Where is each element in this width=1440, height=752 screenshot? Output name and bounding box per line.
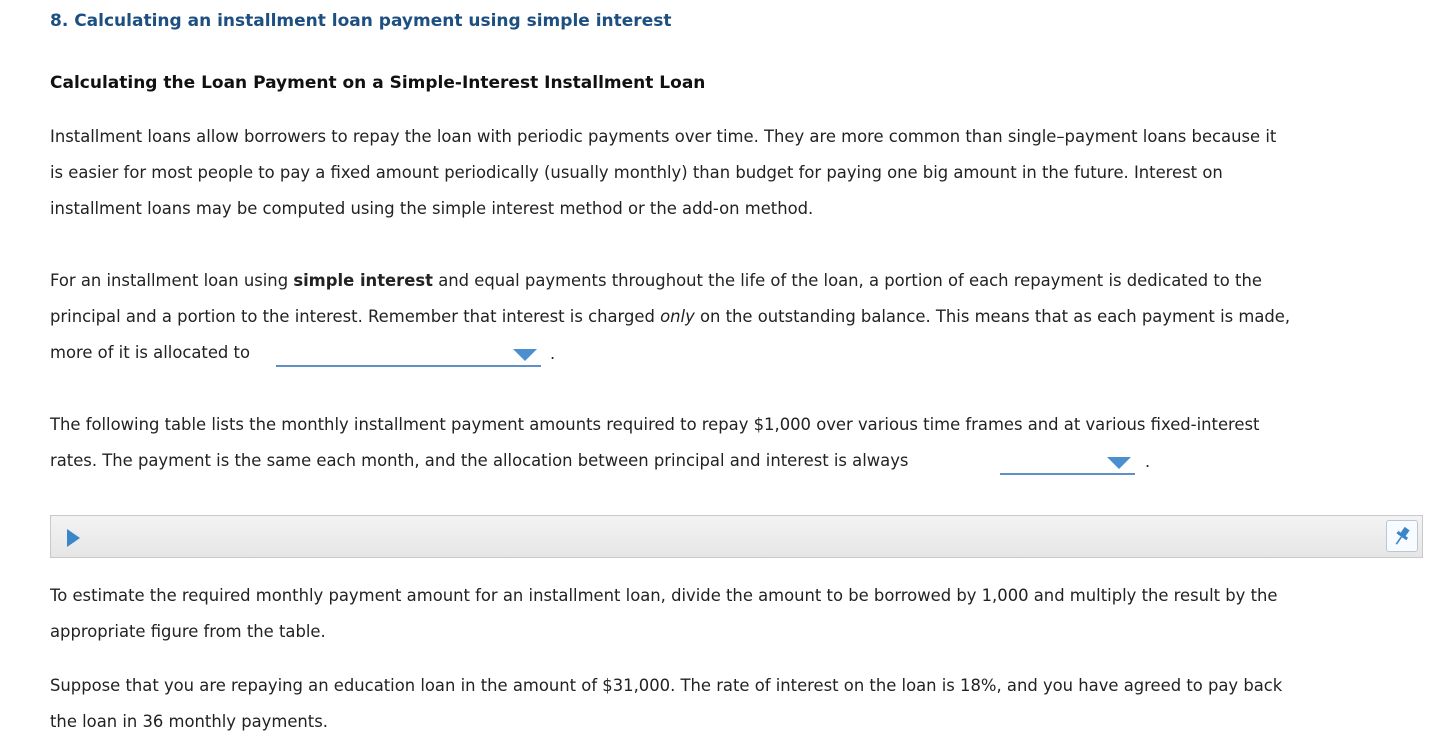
paragraph-2-line-1	[50, 263, 1262, 299]
paragraph-2-line-2	[50, 299, 1290, 335]
pin-button[interactable]	[1386, 520, 1418, 552]
paragraph-2-text: and equal payments throughout the life of the loan, a portion of each repayment is dedicated to the	[432, 271, 1262, 290]
chevron-down-icon	[513, 349, 537, 361]
chevron-down-icon	[1107, 457, 1131, 469]
paragraph-2-text: principal and a portion to the interest. Remember that interest is charged	[50, 307, 661, 326]
paragraph-5-line-1: Suppose that you are repaying an education loan in the amount of $31,000. The rate of interest on the loan is 18%, and you have agreed to pay back	[50, 676, 1283, 695]
paragraph-4-line-1: To estimate the required monthly payment amount for an installment loan, divide the amount to be borrowed by 1,000 and multiply the result by the	[50, 586, 1278, 605]
only-italic-term: only	[660, 307, 695, 326]
pushpin-icon	[1387, 521, 1417, 551]
table-panel	[50, 515, 1423, 558]
allocation-change-dropdown[interactable]	[1000, 451, 1135, 475]
paragraph-2-line-3: more of it is allocated to	[50, 343, 250, 362]
sentence-period: .	[1145, 452, 1151, 471]
paragraph-3-line-2: rates. The payment is the same each month, and the allocation between principal and interest is always	[50, 451, 909, 470]
paragraph-5-line-2: the loan in 36 monthly payments.	[50, 712, 328, 731]
sentence-period: .	[550, 344, 556, 363]
paragraph-1-line-3: installment loans may be computed using the simple interest method or the add-on method.	[50, 199, 814, 218]
page-title: 8. Calculating an installment loan payment using simple interest	[50, 11, 672, 31]
allocation-dropdown[interactable]	[276, 343, 541, 367]
paragraph-1-line-1: Installment loans allow borrowers to repay the loan with periodic payments over time. They are more common than single–payment loans because it	[50, 127, 1277, 146]
paragraph-4-line-2: appropriate figure from the table.	[50, 622, 326, 641]
expand-table-icon[interactable]	[67, 529, 80, 547]
paragraph-3-line-1: The following table lists the monthly installment payment amounts required to repay $1,000 over various time frames and at various fixed-interest	[50, 415, 1260, 434]
paragraph-1-line-2: is easier for most people to pay a fixed amount periodically (usually monthly) than budget for paying one big amount in the future. Interest on	[50, 163, 1223, 182]
paragraph-2-text: on the outstanding balance. This means that as each payment is made,	[694, 307, 1291, 326]
paragraph-2-text: For an installment loan using	[50, 271, 294, 290]
simple-interest-bold-term: simple interest	[293, 271, 433, 290]
section-heading: Calculating the Loan Payment on a Simple-Interest Installment Loan	[50, 73, 706, 93]
